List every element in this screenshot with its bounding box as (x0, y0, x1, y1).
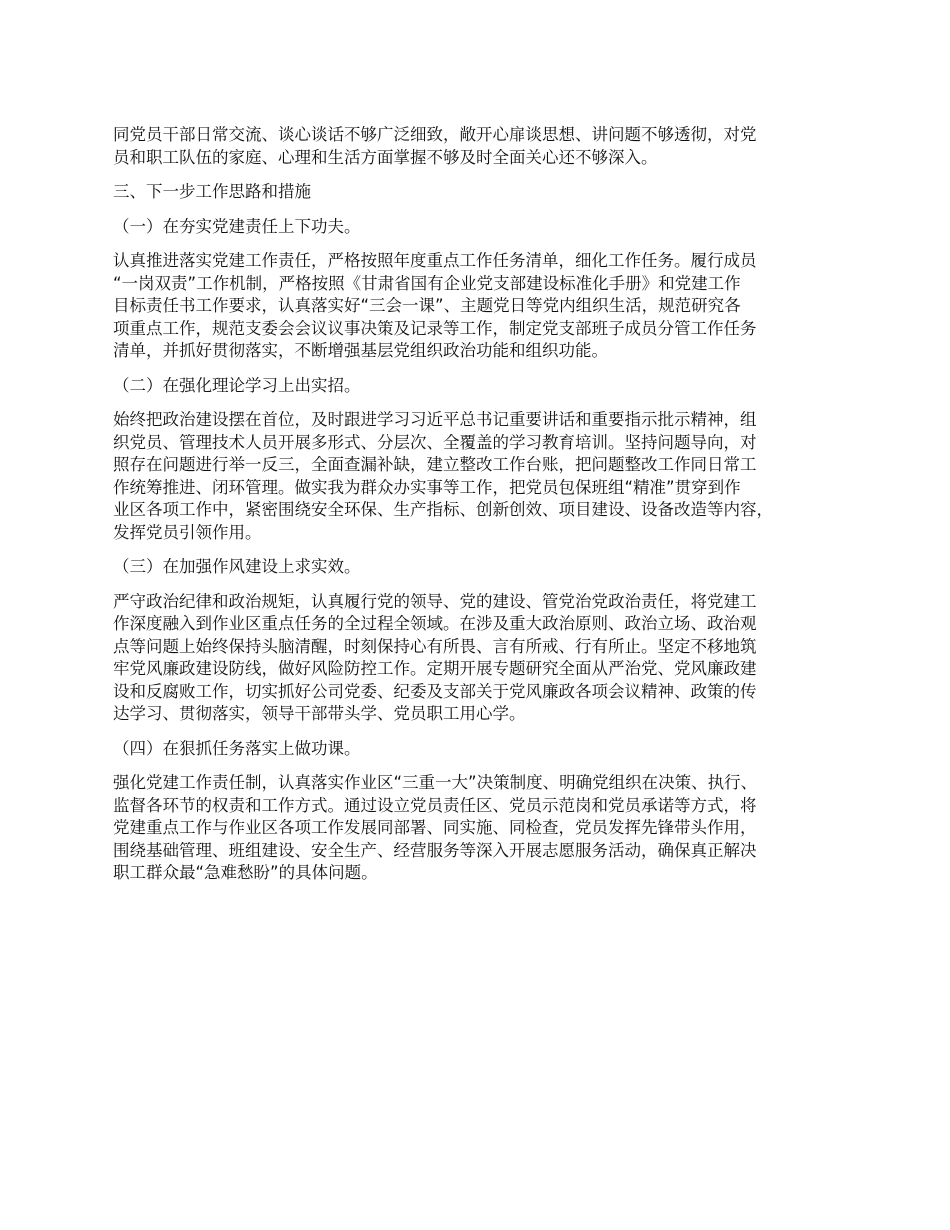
text-line: 职工群众最“急难愁盼”的具体问题。 (113, 863, 378, 882)
paragraph-3 (113, 591, 858, 726)
text-line: 监督各环节的权责和工作方式。通过设立党员责任区、党员示范岗和党员承诺等方式，将 (113, 795, 757, 815)
subsection-title-4: （四）在狠抓任务落实上做功课。 (113, 738, 361, 758)
paragraph-4 (113, 772, 858, 885)
text-line: 强化党建工作责任制，认真落实作业区“三重一大”决策制度、明确党组织在决策、执行、 (113, 773, 758, 792)
text-line: 作统筹推进、闭环管理。做实我为群众办实事等工作，把党员包保班组“精准”贯穿到作 (113, 477, 741, 497)
section-heading: 三、下一步工作思路和措施 (113, 182, 311, 201)
text-line: 发挥党员引领作用。 (113, 522, 262, 542)
subsection-title-2: （二）在强化理论学习上出实招。 (113, 375, 361, 395)
text-line: 织党员、管理技术人员开展多形式、分层次、全覆盖的学习教育培训。坚持问题导向，对 (113, 432, 757, 452)
paragraph-1 (113, 250, 858, 363)
text-line: 作深度融入到作业区重点任务的全过程全领域。在涉及重大政治原则、政治立场、政治观 (113, 614, 757, 633)
text-line: 照存在问题进行举一反三，全面查漏补缺，建立整改工作台账，把问题整改工作同日常工 (113, 455, 757, 474)
text-line: 清单，并抓好贯彻落实，不断增强基层党组织政治功能和组织功能。 (113, 341, 608, 360)
text-line: 始终把政治建设摆在首位，及时跟进学习习近平总书记重要讲话和重要指示批示精神，组 (113, 410, 757, 429)
text-line: “一岗双责”工作机制，严格按照《甘肃省国有企业党支部建设标准化手册》和党建工作 (113, 273, 741, 293)
text-line: 严守政治纪律和政治规矩，认真履行党的领导、党的建设、管党治党政治责任，将党建工 (113, 591, 757, 611)
paragraph-intro (113, 124, 858, 169)
paragraph-2 (113, 409, 858, 544)
text-line: 目标责任书工作要求，认真落实好“三会一课”、主题党日等党内组织生活，规范研究各 (113, 296, 741, 315)
text-line: 业区各项工作中，紧密围绕安全环保、生产指标、创新创效、项目建设、设备改造等内容， (113, 500, 773, 519)
text-line: 认真推进落实党建工作责任，严格按照年度重点工作任务清单，细化工作任务。履行成员 (113, 251, 757, 270)
document-page (113, 124, 858, 895)
text-line: 达学习、贯彻落实，领导干部带头学、党员职工用心学。 (113, 704, 526, 723)
text-line: 项重点工作，规范支委会会议议事决策及记录等工作，制定党支部班子成员分管工作任务 (113, 318, 757, 338)
text-line: 设和反腐败工作，切实抓好公司党委、纪委及支部关于党风廉政各项会议精神、政策的传 (113, 681, 757, 701)
text-line: 围绕基础管理、班组建设、安全生产、经营服务等深入开展志愿服务活动，确保真正解决 (113, 840, 757, 860)
text-line: 牢党风廉政建设防线，做好风险防控工作。定期开展专题研究全面从严治党、党风廉政建 (113, 659, 757, 678)
subsection-title-3: （三）在加强作风建设上求实效。 (113, 557, 361, 576)
text-line: 点等问题上始终保持头脑清醒，时刻保持心有所畏、言有所戒、行有所止。坚定不移地筑 (113, 636, 757, 656)
text-line: 员和职工队伍的家庭、心理和生活方面掌握不够及时全面关心还不够深入。 (113, 147, 658, 167)
subsection-title-1: （一）在夯实党建责任上下功夫。 (113, 216, 361, 236)
text-line: 同党员干部日常交流、谈心谈话不够广泛细致，敞开心扉谈思想、讲问题不够透彻，对党 (113, 125, 757, 144)
text-line: 党建重点工作与作业区各项工作发展同部署、同实施、同检查，党员发挥先锋带头作用， (113, 818, 757, 837)
